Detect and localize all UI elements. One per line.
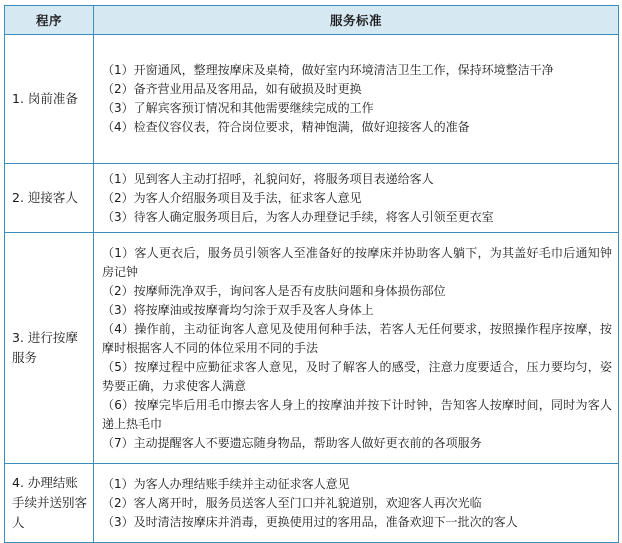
procedure-cell — [5, 233, 94, 464]
table-row-massage-service — [5, 233, 619, 464]
standards-cell — [94, 35, 619, 164]
procedure-label: 4. 办理结账手续并送别客人 — [12, 475, 88, 530]
table-header-row — [5, 6, 619, 35]
standard-item: （7）主动提醒客人不要遗忘随身物品，帮助客人做好更衣前的各项服务 — [102, 435, 482, 450]
table-row-checkout — [5, 464, 619, 543]
table-row-pre-shift — [5, 35, 619, 164]
standard-item: （2）客人离开时，服务员送客人至门口并礼貌道别，欢迎客人再次光临 — [102, 495, 482, 510]
standard-item: （1）见到客人主动打招呼，礼貌问好，将服务项目表递给客人 — [102, 171, 434, 186]
standard-item: （3）及时清洁按摩床并消毒，更换使用过的客用品，准备欢迎下一批次的客人 — [102, 514, 518, 529]
procedure-label: 2. 迎接客人 — [12, 190, 78, 205]
header-service-standard: 服务标准 — [94, 6, 619, 35]
procedure-cell — [5, 35, 94, 164]
standard-item: （4）操作前，主动征询客人意见及使用何种手法，若客人无任何要求，按照操作程序按摩，按摩时根据客人不同的体位采用不同的手法 — [102, 321, 612, 355]
standard-item: （3）待客人确定服务项目后，为客人办理登记手续，将客人引领至更衣室 — [102, 209, 494, 224]
procedure-cell — [5, 464, 94, 543]
procedure-cell — [5, 164, 94, 233]
standard-item: （1）开窗通风，整理按摩床及桌椅，做好室内环境清洁卫生工作，保持环境整洁干净 — [102, 63, 554, 77]
standard-item: （6）按摩完毕后用毛巾擦去客人身上的按摩油并按下计时钟，告知客人按摩时间，同时为客人递上热毛巾 — [102, 397, 612, 431]
standard-item: （5）按摩过程中应勤征求客人意见，及时了解客人的感受，注意力度要适合，压力要均匀，姿势要正确，力求使客人满意 — [102, 359, 612, 393]
standard-item: （2）为客人介绍服务项目及手法，征求客人意见 — [102, 190, 362, 205]
standard-item: （2）按摩师洗净双手，询问客人是否有皮肤问题和身体损伤部位 — [102, 283, 446, 298]
standards-cell — [94, 233, 619, 464]
standard-item: （2）备齐营业用品及客用品，如有破损及时更换 — [102, 82, 362, 96]
standards-cell — [94, 164, 619, 233]
header-procedure: 程序 — [5, 6, 94, 35]
table-row-greeting — [5, 164, 619, 233]
service-standards-table — [4, 5, 619, 543]
standard-item: （3）了解宾客预订情况和其他需要继续完成的工作 — [102, 101, 374, 115]
standard-item: （3）将按摩油或按摩膏均匀涂于双手及客人身体上 — [102, 302, 374, 317]
procedure-label: 1. 岗前准备 — [12, 91, 78, 106]
standard-item: （1）客人更衣后，服务员引领客人至准备好的按摩床并协助客人躺下，为其盖好毛巾后通知钟房记钟 — [102, 245, 612, 279]
procedure-label: 3. 进行按摩服务 — [12, 330, 78, 365]
standard-item: （1）为客人办理结账手续并主动征求客人意见 — [102, 476, 350, 491]
standard-item: （4）检查仪容仪表，符合岗位要求，精神饱满，做好迎接客人的准备 — [102, 120, 470, 134]
standards-cell — [94, 464, 619, 543]
